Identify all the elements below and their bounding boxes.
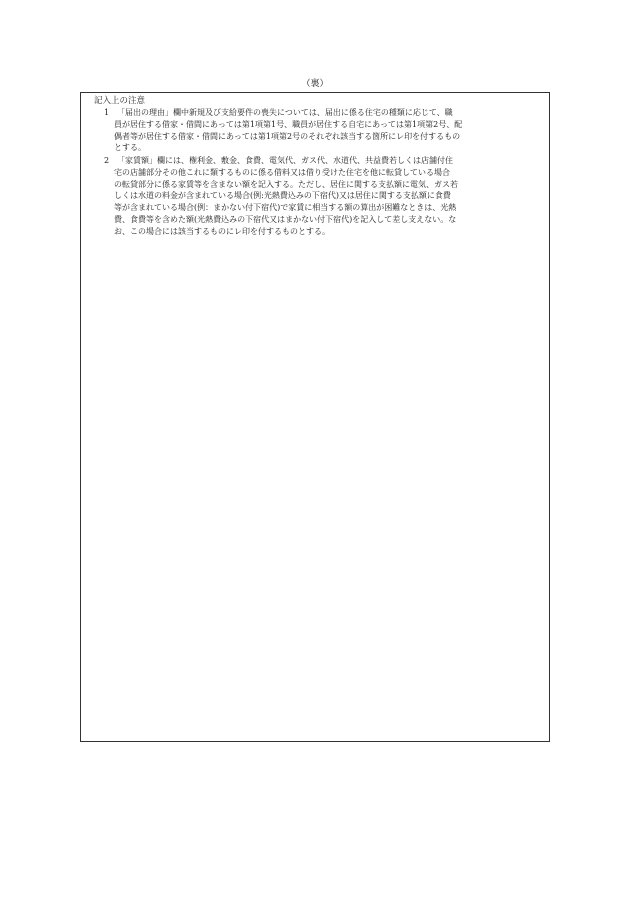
note-item-1 (104, 107, 540, 154)
note-line: 偶者等が居住する借家・借間にあっては第1項第2号のそれぞれ該当する箇所にレ印を付するもの (114, 131, 461, 141)
note-item-2 (104, 155, 540, 238)
note-line (104, 155, 540, 167)
note-line: しくは水道の料金が含まれている場合(例:光熱費込みの下宿代)又は居住に関する支払額に食費 (114, 191, 451, 201)
note-text: 「届出の理由」欄中新規及び支給要件の喪失については、届出に係る住宅の種類に応じて、職 (117, 108, 453, 117)
note-line: とする。 (114, 143, 146, 153)
note-line: 等が含まれている場合(例：まかない付下宿代)で家賃に相当する額の算出が困難なときは、光熱 (114, 203, 457, 213)
note-text: 「家賃額」欄には、権利金、敷金、食費、電気代、ガス代、水道代、共益費若しくは店舗付住 (117, 156, 453, 165)
note-line: の転貸部分に係る家賃等を含まない額を記入する。ただし、居住に関する支払額に電気、ガス若 (114, 179, 458, 189)
page-side-label: （裏） (301, 79, 329, 89)
note-line: 宅の店舗部分その他これに類するものに係る借料又は借り受けた住宅を他に転貸している場合 (114, 167, 450, 177)
note-number: 1 (104, 108, 110, 117)
note-line (104, 107, 540, 119)
note-line: 員が居住する借家・借間にあっては第1項第1号、職員が居住する自宅にあっては第1項第2号、配 (114, 119, 463, 129)
note-line: お、この場合には該当するものにレ印を付するものとする。 (114, 226, 330, 236)
notes-title: 記入上の注意 (94, 96, 146, 106)
note-line: 費、食費等を含めた額(光熱費込みの下宿代又はまかない付下宿代)を記入して差し支えない。な (114, 214, 457, 224)
note-number: 2 (104, 156, 110, 165)
